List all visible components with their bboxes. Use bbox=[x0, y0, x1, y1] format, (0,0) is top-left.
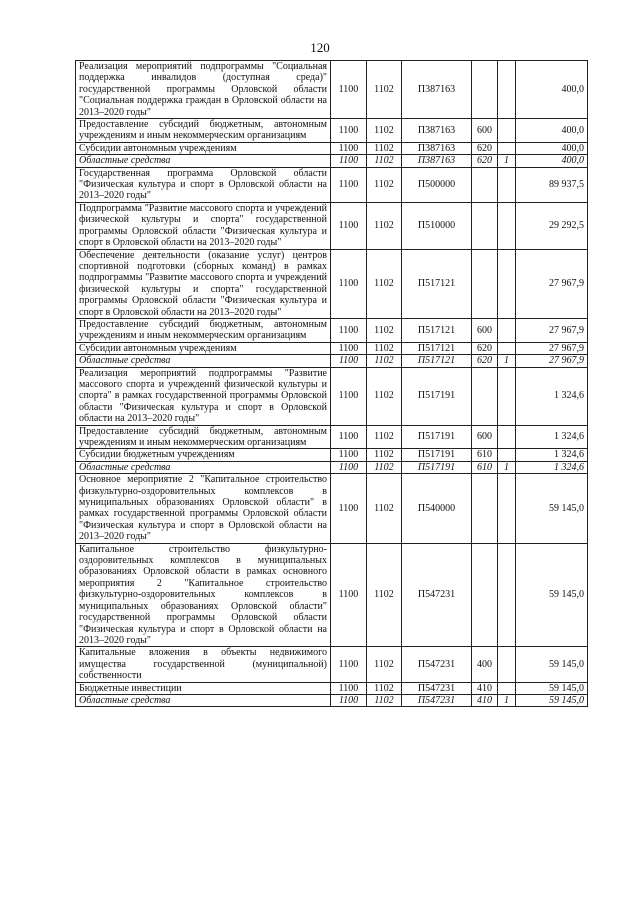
amount-cell: 59 145,0 bbox=[516, 682, 588, 694]
source-code-cell bbox=[498, 647, 516, 682]
subsection-code-cell: 1102 bbox=[367, 647, 402, 682]
table-row bbox=[76, 474, 588, 543]
row-name-cell: Субсидии автономным учреждениям bbox=[76, 142, 331, 154]
expense-type-cell: 610 bbox=[472, 449, 498, 461]
expense-type-cell: 410 bbox=[472, 682, 498, 694]
row-name-cell: Предоставление субсидий бюджетным, автономным учреждениям и иным некоммерческим организациям bbox=[76, 119, 331, 143]
target-article-cell: П547231 bbox=[402, 543, 472, 647]
table-row bbox=[76, 543, 588, 647]
amount-cell: 400,0 bbox=[516, 119, 588, 143]
table-row bbox=[76, 167, 588, 202]
row-name-cell: Бюджетные инвестиции bbox=[76, 682, 331, 694]
source-code-cell: 1 bbox=[498, 155, 516, 167]
amount-cell: 1 324,6 bbox=[516, 461, 588, 473]
source-code-cell bbox=[498, 342, 516, 354]
target-article-cell: П517121 bbox=[402, 318, 472, 342]
amount-cell: 1 324,6 bbox=[516, 425, 588, 449]
expense-type-cell: 620 bbox=[472, 155, 498, 167]
row-name-cell: Государственная программа Орловской области "Физическая культура и спорт в Орловской области на 2013–2020 годы" bbox=[76, 167, 331, 202]
row-name-cell: Субсидии автономным учреждениям bbox=[76, 342, 331, 354]
page-number: 120 bbox=[310, 40, 330, 55]
target-article-cell: П517191 bbox=[402, 425, 472, 449]
source-code-cell bbox=[498, 367, 516, 425]
section-code-cell: 1100 bbox=[331, 449, 367, 461]
source-code-cell bbox=[498, 249, 516, 318]
amount-cell: 27 967,9 bbox=[516, 342, 588, 354]
target-article-cell: П547231 bbox=[402, 694, 472, 706]
row-name-cell: Областные средства bbox=[76, 155, 331, 167]
section-code-cell: 1100 bbox=[331, 142, 367, 154]
budget-table-body bbox=[76, 61, 588, 707]
source-code-cell bbox=[498, 425, 516, 449]
target-article-cell: П517121 bbox=[402, 342, 472, 354]
section-code-cell: 1100 bbox=[331, 647, 367, 682]
section-code-cell: 1100 bbox=[331, 367, 367, 425]
subsection-code-cell: 1102 bbox=[367, 155, 402, 167]
section-code-cell: 1100 bbox=[331, 202, 367, 249]
amount-cell: 89 937,5 bbox=[516, 167, 588, 202]
amount-cell: 59 145,0 bbox=[516, 474, 588, 543]
expense-type-cell: 600 bbox=[472, 425, 498, 449]
section-code-cell: 1100 bbox=[331, 474, 367, 543]
row-name-cell: Капитальное строительство физкультурно-оздоровительных комплексов в муниципальных образованиях Орловской области в рамках основного мероприятия 2 "Капитальное строительство физкультурно-оздоровительных комплексов в муниципальных образованиях Орловской области" государственной программы Орловской области "Физическая культура и спорт в Орловской области на 2013–2020 годы" bbox=[76, 543, 331, 647]
section-code-cell: 1100 bbox=[331, 355, 367, 367]
section-code-cell: 1100 bbox=[331, 543, 367, 647]
expense-type-cell bbox=[472, 474, 498, 543]
subsection-code-cell: 1102 bbox=[367, 694, 402, 706]
table-row bbox=[76, 249, 588, 318]
table-row bbox=[76, 355, 588, 367]
expense-type-cell bbox=[472, 167, 498, 202]
target-article-cell: П517121 bbox=[402, 249, 472, 318]
row-name-cell: Областные средства bbox=[76, 694, 331, 706]
row-name-cell: Реализация мероприятий подпрограммы "Развитие массового спорта и учреждений физической культуры и спорта" в рамках государственной программы Орловской области "Физическая культура и спорт в Орловской области на 2013–2020 годы" bbox=[76, 367, 331, 425]
source-code-cell bbox=[498, 61, 516, 119]
table-row bbox=[76, 142, 588, 154]
section-code-cell: 1100 bbox=[331, 119, 367, 143]
amount-cell: 1 324,6 bbox=[516, 367, 588, 425]
target-article-cell: П500000 bbox=[402, 167, 472, 202]
expense-type-cell: 600 bbox=[472, 119, 498, 143]
expense-type-cell: 410 bbox=[472, 694, 498, 706]
table-row bbox=[76, 694, 588, 706]
amount-cell: 59 145,0 bbox=[516, 647, 588, 682]
expense-type-cell: 600 bbox=[472, 318, 498, 342]
subsection-code-cell: 1102 bbox=[367, 461, 402, 473]
row-name-cell: Предоставление субсидий бюджетным, автономным учреждениям и иным некоммерческим организациям bbox=[76, 318, 331, 342]
target-article-cell: П387163 bbox=[402, 155, 472, 167]
source-code-cell: 1 bbox=[498, 355, 516, 367]
row-name-cell: Обеспечение деятельности (оказание услуг) центров спортивной подготовки (сборных команд) в рамках подпрограммы "Развитие массового спорта и учреждений физической культуры и спорта" государственной программы Орловской области "Физическая культура и спорт в Орловской области на 2013–2020 годы" bbox=[76, 249, 331, 318]
row-name-cell: Реализация мероприятий подпрограммы "Социальная поддержка инвалидов (доступная среда)" государственной программы Орловской области "Социальная поддержка граждан в Орловской области на 2013–2020 годы" bbox=[76, 61, 331, 119]
table-row bbox=[76, 461, 588, 473]
expense-type-cell: 620 bbox=[472, 142, 498, 154]
row-name-cell: Областные средства bbox=[76, 355, 331, 367]
expense-type-cell bbox=[472, 249, 498, 318]
row-name-cell: Капитальные вложения в объекты недвижимого имущества государственной (муниципальной) собственности bbox=[76, 647, 331, 682]
expense-type-cell: 620 bbox=[472, 355, 498, 367]
target-article-cell: П517191 bbox=[402, 461, 472, 473]
subsection-code-cell: 1102 bbox=[367, 167, 402, 202]
source-code-cell bbox=[498, 318, 516, 342]
section-code-cell: 1100 bbox=[331, 425, 367, 449]
amount-cell: 400,0 bbox=[516, 155, 588, 167]
amount-cell: 400,0 bbox=[516, 142, 588, 154]
target-article-cell: П517121 bbox=[402, 355, 472, 367]
subsection-code-cell: 1102 bbox=[367, 543, 402, 647]
table-row bbox=[76, 367, 588, 425]
table-row bbox=[76, 342, 588, 354]
target-article-cell: П510000 bbox=[402, 202, 472, 249]
table-row bbox=[76, 682, 588, 694]
expense-type-cell: 610 bbox=[472, 461, 498, 473]
table-row bbox=[76, 318, 588, 342]
table-row bbox=[76, 119, 588, 143]
target-article-cell: П547231 bbox=[402, 647, 472, 682]
subsection-code-cell: 1102 bbox=[367, 249, 402, 318]
table-row bbox=[76, 425, 588, 449]
target-article-cell: П517191 bbox=[402, 367, 472, 425]
table-row bbox=[76, 155, 588, 167]
source-code-cell: 1 bbox=[498, 694, 516, 706]
subsection-code-cell: 1102 bbox=[367, 355, 402, 367]
source-code-cell bbox=[498, 449, 516, 461]
section-code-cell: 1100 bbox=[331, 249, 367, 318]
source-code-cell bbox=[498, 142, 516, 154]
section-code-cell: 1100 bbox=[331, 461, 367, 473]
subsection-code-cell: 1102 bbox=[367, 318, 402, 342]
expense-type-cell bbox=[472, 61, 498, 119]
amount-cell: 400,0 bbox=[516, 61, 588, 119]
table-row bbox=[76, 449, 588, 461]
source-code-cell bbox=[498, 119, 516, 143]
section-code-cell: 1100 bbox=[331, 61, 367, 119]
target-article-cell: П387163 bbox=[402, 61, 472, 119]
subsection-code-cell: 1102 bbox=[367, 449, 402, 461]
target-article-cell: П517191 bbox=[402, 449, 472, 461]
section-code-cell: 1100 bbox=[331, 342, 367, 354]
section-code-cell: 1100 bbox=[331, 682, 367, 694]
row-name-cell: Предоставление субсидий бюджетным, автономным учреждениям и иным некоммерческим организациям bbox=[76, 425, 331, 449]
subsection-code-cell: 1102 bbox=[367, 682, 402, 694]
table-row bbox=[76, 647, 588, 682]
subsection-code-cell: 1102 bbox=[367, 474, 402, 543]
amount-cell: 29 292,5 bbox=[516, 202, 588, 249]
subsection-code-cell: 1102 bbox=[367, 425, 402, 449]
row-name-cell: Субсидии бюджетным учреждениям bbox=[76, 449, 331, 461]
expense-type-cell bbox=[472, 543, 498, 647]
section-code-cell: 1100 bbox=[331, 167, 367, 202]
source-code-cell: 1 bbox=[498, 461, 516, 473]
expense-type-cell bbox=[472, 367, 498, 425]
amount-cell: 1 324,6 bbox=[516, 449, 588, 461]
target-article-cell: П387163 bbox=[402, 142, 472, 154]
section-code-cell: 1100 bbox=[331, 318, 367, 342]
source-code-cell bbox=[498, 167, 516, 202]
subsection-code-cell: 1102 bbox=[367, 61, 402, 119]
subsection-code-cell: 1102 bbox=[367, 342, 402, 354]
expense-type-cell: 620 bbox=[472, 342, 498, 354]
row-name-cell: Основное мероприятие 2 "Капитальное строительство физкультурно-оздоровительных комплексов в муниципальных образованиях Орловской области" в рамках государственной программы Орловской области "Физическая культура и спорт в Орловской области на 2013–2020 годы" bbox=[76, 474, 331, 543]
amount-cell: 59 145,0 bbox=[516, 543, 588, 647]
section-code-cell: 1100 bbox=[331, 694, 367, 706]
subsection-code-cell: 1102 bbox=[367, 142, 402, 154]
amount-cell: 59 145,0 bbox=[516, 694, 588, 706]
target-article-cell: П387163 bbox=[402, 119, 472, 143]
amount-cell: 27 967,9 bbox=[516, 318, 588, 342]
section-code-cell: 1100 bbox=[331, 155, 367, 167]
table-row bbox=[76, 61, 588, 119]
row-name-cell: Подпрограмма "Развитие массового спорта и учреждений физической культуры и спорта" государственной программы Орловской области "Физическая культура и спорт в Орловской области на 2013–2020 годы" bbox=[76, 202, 331, 249]
expense-type-cell: 400 bbox=[472, 647, 498, 682]
expense-type-cell bbox=[472, 202, 498, 249]
subsection-code-cell: 1102 bbox=[367, 119, 402, 143]
subsection-code-cell: 1102 bbox=[367, 202, 402, 249]
amount-cell: 27 967,9 bbox=[516, 249, 588, 318]
source-code-cell bbox=[498, 543, 516, 647]
source-code-cell bbox=[498, 682, 516, 694]
amount-cell: 27 967,9 bbox=[516, 355, 588, 367]
source-code-cell bbox=[498, 474, 516, 543]
row-name-cell: Областные средства bbox=[76, 461, 331, 473]
source-code-cell bbox=[498, 202, 516, 249]
table-row bbox=[76, 202, 588, 249]
subsection-code-cell: 1102 bbox=[367, 367, 402, 425]
target-article-cell: П547231 bbox=[402, 682, 472, 694]
target-article-cell: П540000 bbox=[402, 474, 472, 543]
budget-table bbox=[75, 60, 588, 707]
